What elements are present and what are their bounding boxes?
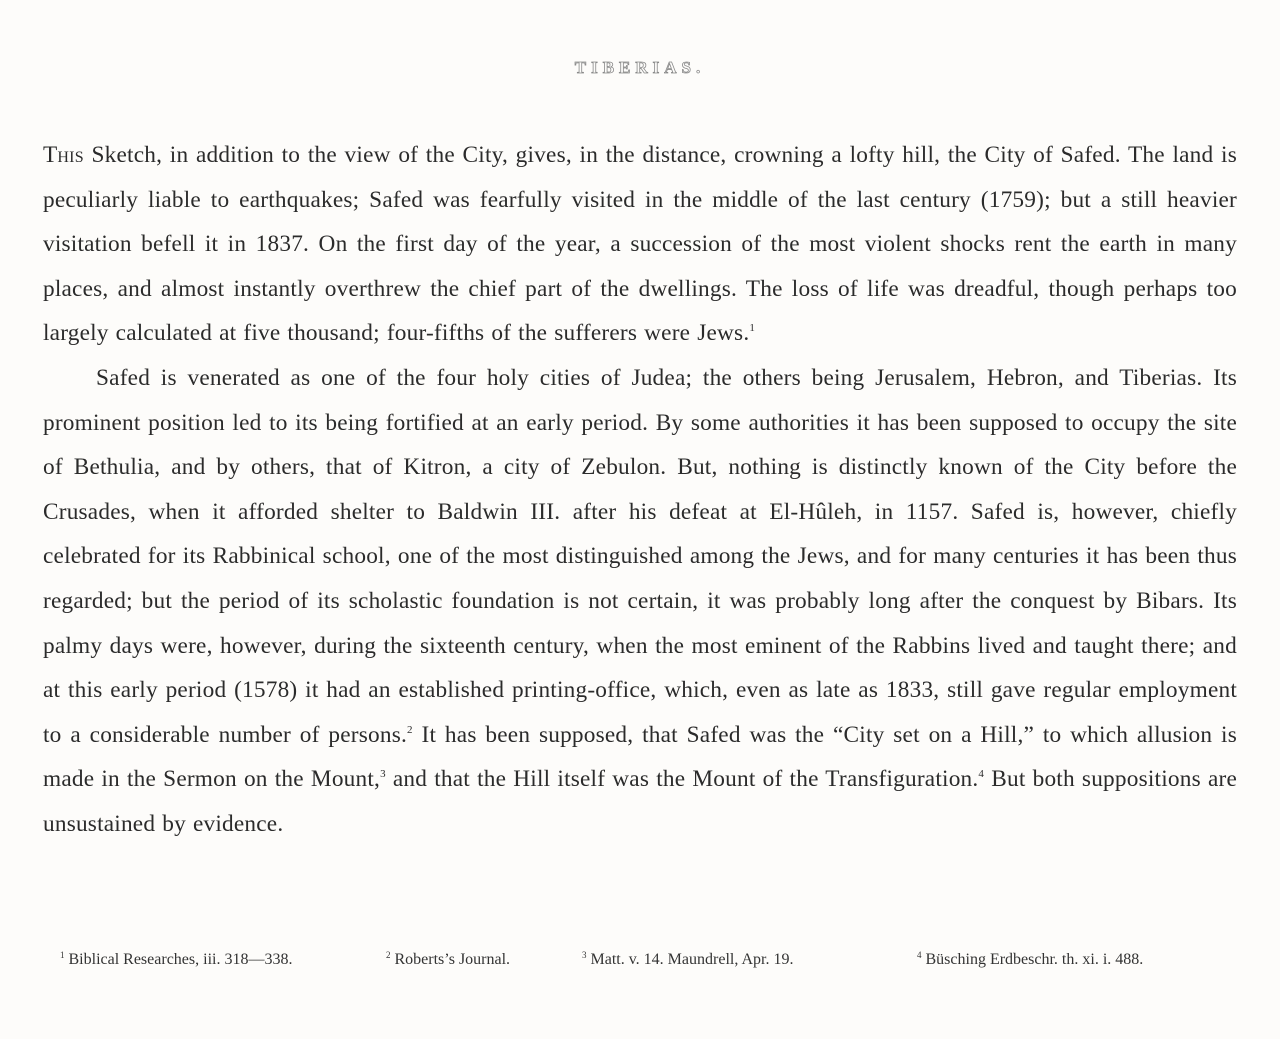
footnote-1-text: Biblical Researches, iii. 318—338.: [68, 951, 293, 968]
footnote-3-mark: 3: [582, 950, 587, 960]
footnote-2: [386, 951, 510, 969]
footnote-4-text: Büsching Erdbeschr. th. xi. i. 488.: [925, 951, 1144, 968]
paragraph-1-text: Sketch, in addition to the view of the City, gives, in the distance, crowning a lofty hill, the City of Safed. The land is peculiarly liable to earthquakes; Safed was fearfully visited in the middle of the last century (1759); but a still heavier visitation befell it in 1837. On the first day of the year, a succession of the most violent shocks rent the earth in many places, and almost instantly overthrew the chief part of the dwellings. The loss of life was dreadful, though perhaps too largely calculated at five thousand; four-fifths of the sufferers were Jews.: [43, 142, 1237, 347]
paragraph-1: [43, 133, 1237, 356]
paragraph-2-part-3: and that the Hill itself was the Mount of the Transfiguration.: [385, 766, 979, 793]
footnote-ref-3: 3: [380, 768, 386, 781]
footnote-1: [60, 951, 292, 969]
footnote-2-mark: 2: [386, 950, 391, 960]
footnote-4: [917, 951, 1143, 969]
paragraph-1-lead: This: [43, 142, 84, 168]
footnote-ref-2: 2: [406, 723, 413, 736]
page-title: TIBERIAS.: [574, 58, 706, 77]
footnote-2-text: Roberts’s Journal.: [394, 951, 511, 968]
footnote-3: [582, 951, 793, 969]
footnote-1-mark: 1: [60, 950, 65, 960]
footnote-4-mark: 4: [917, 950, 922, 960]
paragraph-2-part-2: It has been supposed, that Safed was the “City set on a Hill,” to which allusion is made in the Sermon on the Mount,: [43, 721, 1237, 793]
paragraph-2: [43, 356, 1237, 847]
footnotes: [60, 951, 1220, 975]
body-text: [43, 133, 1237, 847]
footnote-ref-1: 1: [749, 322, 756, 335]
footnote-ref-4: 4: [978, 768, 985, 781]
paragraph-2-part-4: But both suppositions are unsustained by evidence.: [43, 766, 1237, 837]
paragraph-2-part-1: Safed is venerated as one of the four holy cities of Judea; the others being Jerusalem, Hebron, and Tiberias. Its prominent position led to its being fortified at an early period. By some authorities it has been supposed to occupy the site of Bethulia, and by others, that of Kitron, a city of Zebulon. But, nothing is distinctly known of the City before the Crusades, when it afforded shelter to Baldwin III. after his defeat at El-Hûleh, in 1157. Safed is, however, chiefly celebrated for its Rabbinical school, one of the most distinguished among the Jews, and for many centuries it has been thus regarded; but the period of its scholastic foundation is not certain, it was probably long after the conquest by Bibars. Its palmy days were, however, during the sixteenth century, when the most eminent of the Rabbins lived and taught there; and at this early period (1578) it had an established printing-office, which, even as late as 1833, still gave regular employment to a considerable number of persons.: [43, 364, 1237, 748]
footnote-3-text: Matt. v. 14. Maundrell, Apr. 19.: [590, 951, 794, 968]
